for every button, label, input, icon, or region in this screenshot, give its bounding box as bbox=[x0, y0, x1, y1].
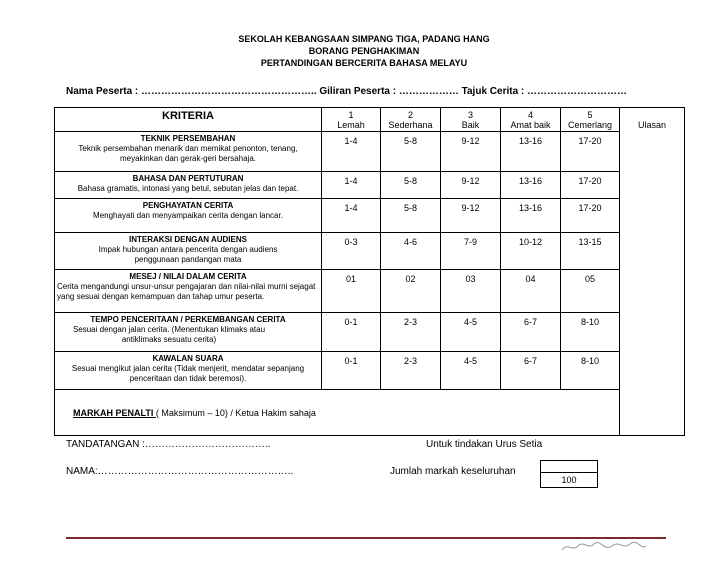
score-cell: 1-4 bbox=[322, 132, 381, 172]
score-cell: 13-16 bbox=[501, 132, 561, 172]
score-cell: 02 bbox=[381, 270, 441, 313]
signature-scribble bbox=[560, 538, 650, 556]
score-cell: 05 bbox=[561, 270, 620, 313]
score-cell: 4-6 bbox=[381, 233, 441, 270]
score-cell: 2-3 bbox=[381, 352, 441, 390]
competition-title: PERTANDINGAN BERCERITA BAHASA MELAYU bbox=[260, 58, 468, 68]
signature-field: TANDATANGAN :……………………………….. bbox=[66, 439, 271, 450]
score-cell: 9-12 bbox=[441, 172, 501, 199]
ulasan-column: Ulasan bbox=[620, 108, 685, 436]
criterion-title: TEMPO PENCERITAAN / PERKEMBANGAN CERITA bbox=[90, 315, 286, 324]
score-cell: 8-10 bbox=[561, 313, 620, 352]
score-cell: 9-12 bbox=[441, 132, 501, 172]
score-cell: 6-7 bbox=[501, 313, 561, 352]
table-row bbox=[55, 233, 685, 270]
score-cell: 5-8 bbox=[381, 132, 441, 172]
score-cell: 0-1 bbox=[322, 313, 381, 352]
criterion-title: BAHASA DAN PERTUTURAN bbox=[132, 174, 244, 183]
score-cell: 0-3 bbox=[322, 233, 381, 270]
score-cell: 9-12 bbox=[441, 199, 501, 233]
score-cell: 13-16 bbox=[501, 172, 561, 199]
criterion-desc: Sesuai dengan jalan cerita. (Menentukan klimaks atau antiklimaks sesuatu cerita) bbox=[72, 325, 266, 344]
score-cell: 4-5 bbox=[441, 313, 501, 352]
criterion-desc: Cerita mengandungi unsur-unsur pengajaran dan nilai-nilai murni sejagat yang sesuai dengan kemampuan dan tahap umur peserta. bbox=[57, 282, 316, 301]
score-cell: 13-15 bbox=[561, 233, 620, 270]
score-cell: 2-3 bbox=[381, 313, 441, 352]
form-title: BORANG PENGHAKIMAN bbox=[308, 46, 420, 56]
criterion-title: MESEJ / NILAI DALAM CERITA bbox=[129, 272, 247, 281]
criterion-desc: Impak hubungan antara pencerita dengan audiens penggunaan pandangan mata bbox=[98, 245, 278, 264]
table-row bbox=[55, 313, 685, 352]
table-row bbox=[55, 172, 685, 199]
score-cell: 03 bbox=[441, 270, 501, 313]
name-field: NAMA:………………………………………………….. bbox=[66, 466, 294, 477]
criterion-title: PENGHAYATAN CERITA bbox=[142, 201, 234, 210]
level-3-header: 3 Baik bbox=[441, 108, 501, 132]
kriteria-header: KRITERIA bbox=[55, 108, 322, 132]
criterion-title: INTERAKSI DENGAN AUDIENS bbox=[129, 235, 247, 244]
score-cell: 1-4 bbox=[322, 199, 381, 233]
level-4-header: 4 Amat baik bbox=[501, 108, 561, 132]
score-cell: 6-7 bbox=[501, 352, 561, 390]
table-row bbox=[55, 132, 685, 172]
score-cell: 7-9 bbox=[441, 233, 501, 270]
participant-info-line: Nama Peserta : …………………………………………….. Giliran Peserta : ……………… Tajuk Cerita : ………………………… bbox=[66, 86, 628, 97]
total-marks-value: 100 bbox=[540, 472, 598, 488]
total-marks-label: Jumlah markah keseluruhan bbox=[390, 466, 516, 477]
criterion-desc: Sesuai mengikut jalan cerita (Tidak menjerit, mendatar sepanjang penceritaan dan tidak beremosi). bbox=[71, 364, 305, 383]
judging-table bbox=[54, 107, 685, 436]
level-2-header: 2 Sederhana bbox=[381, 108, 441, 132]
score-cell: 0-1 bbox=[322, 352, 381, 390]
score-cell: 1-4 bbox=[322, 172, 381, 199]
score-cell: 13-16 bbox=[501, 199, 561, 233]
score-cell: 4-5 bbox=[441, 352, 501, 390]
table-row bbox=[55, 352, 685, 390]
school-name: SEKOLAH KEBANGSAAN SIMPANG TIGA, PADANG HANG bbox=[238, 34, 490, 44]
criterion-desc: Menghayati dan menyampaikan cerita dengan lancar. bbox=[93, 211, 283, 220]
score-cell: 01 bbox=[322, 270, 381, 313]
criterion-title: KAWALAN SUARA bbox=[152, 354, 224, 363]
urus-setia-label: Untuk tindakan Urus Setia bbox=[426, 439, 543, 450]
level-5-header: 5 Cemerlang bbox=[561, 108, 620, 132]
score-cell: 5-8 bbox=[381, 172, 441, 199]
penalty-row bbox=[55, 390, 685, 436]
criterion-title: TEKNIK PERSEMBAHAN bbox=[140, 134, 236, 143]
table-row bbox=[55, 270, 685, 313]
criterion-desc: Teknik persembahan menarik dan memikat penonton, tenang, meyakinkan dan gerak-geri bersahaja. bbox=[78, 144, 298, 163]
score-cell: 8-10 bbox=[561, 352, 620, 390]
score-cell: 17-20 bbox=[561, 132, 620, 172]
score-cell: 17-20 bbox=[561, 172, 620, 199]
level-1-header: 1 Lemah bbox=[322, 108, 381, 132]
score-cell: 5-8 bbox=[381, 199, 441, 233]
penalty-label: MARKAH PENALTI ( Maksimum – 10) / Ketua Hakim sahaja bbox=[73, 408, 316, 418]
score-cell: 10-12 bbox=[501, 233, 561, 270]
score-cell: 04 bbox=[501, 270, 561, 313]
table-row bbox=[55, 199, 685, 233]
criterion-desc: Bahasa gramatis, intonasi yang betul, sebutan jelas dan tepat. bbox=[77, 184, 299, 193]
score-cell: 17-20 bbox=[561, 199, 620, 233]
